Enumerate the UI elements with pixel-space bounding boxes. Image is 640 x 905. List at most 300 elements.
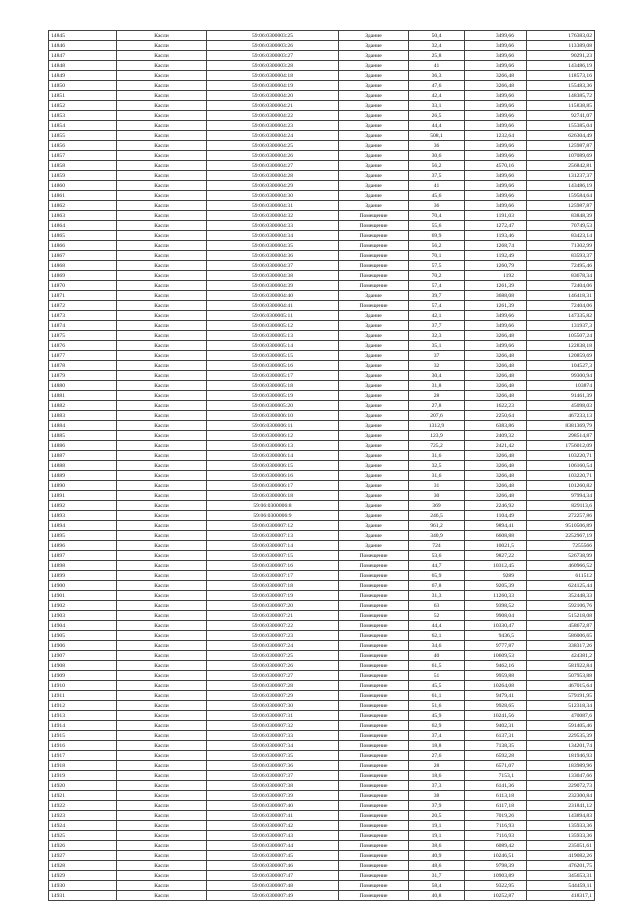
- city-cell: Касли: [117, 161, 207, 171]
- property-table: [48, 30, 595, 901]
- unit-value-cell: 6089,42: [465, 841, 527, 851]
- cadastral-number-cell: 59:06:0300004:20: [207, 91, 339, 101]
- unit-value-cell: 10312,45: [465, 561, 527, 571]
- table-row: [49, 841, 595, 851]
- area-cell: 18,6: [409, 771, 465, 781]
- cadastral-value-cell: 345653,31: [527, 871, 595, 881]
- table-row: [49, 811, 595, 821]
- cadastral-value-cell: 72404,06: [527, 301, 595, 311]
- area-cell: 28: [409, 391, 465, 401]
- area-cell: 31,6: [409, 451, 465, 461]
- row-number-cell: 14888: [49, 461, 117, 471]
- table-row: [49, 61, 595, 71]
- unit-value-cell: 1191,03: [465, 211, 527, 221]
- cadastral-value-cell: 92741,07: [527, 111, 595, 121]
- unit-value-cell: 1268,74: [465, 241, 527, 251]
- row-number-cell: 14906: [49, 641, 117, 651]
- cadastral-number-cell: 59:06:0300004:31: [207, 201, 339, 211]
- row-number-cell: 14846: [49, 41, 117, 51]
- city-cell: Касли: [117, 151, 207, 161]
- city-cell: Касли: [117, 71, 207, 81]
- cadastral-value-cell: 352448,33: [527, 591, 595, 601]
- area-cell: 40,9: [409, 851, 465, 861]
- object-type-cell: Помещение: [339, 681, 409, 691]
- city-cell: Касли: [117, 591, 207, 601]
- city-cell: Касли: [117, 531, 207, 541]
- area-cell: 48,6: [409, 861, 465, 871]
- unit-value-cell: 3499,66: [465, 51, 527, 61]
- cadastral-number-cell: 59:06:0300005:14: [207, 341, 339, 351]
- unit-value-cell: 9322,95: [465, 881, 527, 891]
- object-type-cell: Здание: [339, 171, 409, 181]
- cadastral-number-cell: 59:06:0300007:22: [207, 621, 339, 631]
- table-row: [49, 851, 595, 861]
- object-type-cell: Помещение: [339, 751, 409, 761]
- table-row: [49, 371, 595, 381]
- row-number-cell: 14868: [49, 261, 117, 271]
- cadastral-number-cell: 59:06:0300007:23: [207, 631, 339, 641]
- table-row: [49, 681, 595, 691]
- unit-value-cell: 1261,39: [465, 301, 527, 311]
- area-cell: 50,4: [409, 31, 465, 41]
- city-cell: Касли: [117, 311, 207, 321]
- table-row: [49, 281, 595, 291]
- row-number-cell: 14912: [49, 701, 117, 711]
- row-number-cell: 14894: [49, 521, 117, 531]
- table-row: [49, 131, 595, 141]
- cadastral-value-cell: 135933,36: [527, 831, 595, 841]
- area-cell: 725,2: [409, 441, 465, 451]
- row-number-cell: 14904: [49, 621, 117, 631]
- cadastral-value-cell: 467233,13: [527, 411, 595, 421]
- unit-value-cell: 6137,31: [465, 731, 527, 741]
- area-cell: 246,5: [409, 511, 465, 521]
- table-row: [49, 631, 595, 641]
- cadastral-number-cell: 59:06:0300007:36: [207, 761, 339, 771]
- cadastral-value-cell: 829113,6: [527, 501, 595, 511]
- unit-value-cell: 7116,93: [465, 821, 527, 831]
- object-type-cell: Помещение: [339, 221, 409, 231]
- cadastral-value-cell: 118573,16: [527, 71, 595, 81]
- table-row: [49, 591, 595, 601]
- area-cell: 38: [409, 791, 465, 801]
- cadastral-number-cell: 59:06:0300004:34: [207, 231, 339, 241]
- row-number-cell: 14910: [49, 681, 117, 691]
- area-cell: 26,5: [409, 111, 465, 121]
- area-cell: 30,6: [409, 151, 465, 161]
- city-cell: Касли: [117, 651, 207, 661]
- cadastral-value-cell: 181946,93: [527, 751, 595, 761]
- cadastral-value-cell: 131937,3: [527, 321, 595, 331]
- row-number-cell: 14884: [49, 421, 117, 431]
- cadastral-value-cell: 8381369,79: [527, 421, 595, 431]
- object-type-cell: Помещение: [339, 551, 409, 561]
- cadastral-number-cell: 59:06:0300004:29: [207, 181, 339, 191]
- table-row: [49, 181, 595, 191]
- object-type-cell: Помещение: [339, 861, 409, 871]
- cadastral-number-cell: 59:06:0300007:31: [207, 711, 339, 721]
- city-cell: Касли: [117, 171, 207, 181]
- object-type-cell: Здание: [339, 321, 409, 331]
- cadastral-number-cell: 59:06:0300004:37: [207, 261, 339, 271]
- cadastral-number-cell: 59:06:0300007:47: [207, 871, 339, 881]
- object-type-cell: Здание: [339, 41, 409, 51]
- area-cell: 724: [409, 541, 465, 551]
- table-row: [49, 541, 595, 551]
- table-row: [49, 661, 595, 671]
- cadastral-value-cell: 146418,31: [527, 291, 595, 301]
- unit-value-cell: 3499,66: [465, 41, 527, 51]
- table-row: [49, 81, 595, 91]
- area-cell: 55,6: [409, 221, 465, 231]
- cadastral-number-cell: 59:06:0300004:18: [207, 71, 339, 81]
- area-cell: 44,4: [409, 121, 465, 131]
- city-cell: Касли: [117, 331, 207, 341]
- cadastral-value-cell: 418317,1: [527, 891, 595, 901]
- cadastral-value-cell: 232300,84: [527, 791, 595, 801]
- area-cell: 31,8: [409, 381, 465, 391]
- object-type-cell: Здание: [339, 131, 409, 141]
- city-cell: Касли: [117, 681, 207, 691]
- cadastral-number-cell: 59:06:0300007:35: [207, 751, 339, 761]
- area-cell: 57,4: [409, 281, 465, 291]
- cadastral-value-cell: 586006,65: [527, 631, 595, 641]
- city-cell: Касли: [117, 541, 207, 551]
- city-cell: Касли: [117, 281, 207, 291]
- row-number-cell: 14875: [49, 331, 117, 341]
- row-number-cell: 14858: [49, 161, 117, 171]
- table-row: [49, 321, 595, 331]
- row-number-cell: 14921: [49, 791, 117, 801]
- table-row: [49, 551, 595, 561]
- object-type-cell: Помещение: [339, 571, 409, 581]
- unit-value-cell: 3266,48: [465, 471, 527, 481]
- cadastral-number-cell: 59:06:0300004:35: [207, 241, 339, 251]
- table-row: [49, 501, 595, 511]
- cadastral-value-cell: 115838,85: [527, 101, 595, 111]
- area-cell: 57,4: [409, 301, 465, 311]
- cadastral-number-cell: 59:06:0300007:34: [207, 741, 339, 751]
- cadastral-value-cell: 101260,82: [527, 481, 595, 491]
- cadastral-value-cell: 45098,03: [527, 401, 595, 411]
- cadastral-number-cell: 59:06:0300005:11: [207, 311, 339, 321]
- object-type-cell: Помещение: [339, 261, 409, 271]
- area-cell: 19,1: [409, 831, 465, 841]
- unit-value-cell: 3266,48: [465, 391, 527, 401]
- object-type-cell: Помещение: [339, 631, 409, 641]
- object-type-cell: Помещение: [339, 611, 409, 621]
- row-number-cell: 14847: [49, 51, 117, 61]
- cadastral-value-cell: 544459,11: [527, 881, 595, 891]
- cadastral-number-cell: 59:06:0300007:43: [207, 831, 339, 841]
- object-type-cell: Помещение: [339, 601, 409, 611]
- city-cell: Касли: [117, 741, 207, 751]
- row-number-cell: 14900: [49, 581, 117, 591]
- city-cell: Касли: [117, 581, 207, 591]
- object-type-cell: Здание: [339, 121, 409, 131]
- row-number-cell: 14911: [49, 691, 117, 701]
- unit-value-cell: 3266,48: [465, 481, 527, 491]
- area-cell: 207,6: [409, 411, 465, 421]
- unit-value-cell: 9462,16: [465, 661, 527, 671]
- row-number-cell: 14907: [49, 651, 117, 661]
- object-type-cell: Здание: [339, 181, 409, 191]
- city-cell: Касли: [117, 661, 207, 671]
- cadastral-value-cell: 9510506,89: [527, 521, 595, 531]
- unit-value-cell: 3266,48: [465, 381, 527, 391]
- unit-value-cell: 3266,48: [465, 351, 527, 361]
- city-cell: Касли: [117, 611, 207, 621]
- city-cell: Касли: [117, 521, 207, 531]
- object-type-cell: Здание: [339, 401, 409, 411]
- object-type-cell: Здание: [339, 361, 409, 371]
- area-cell: 369: [409, 501, 465, 511]
- table-row: [49, 221, 595, 231]
- cadastral-value-cell: 83593,37: [527, 251, 595, 261]
- cadastral-number-cell: 59:06:0300007:40: [207, 801, 339, 811]
- unit-value-cell: 9777,87: [465, 641, 527, 651]
- city-cell: Касли: [117, 361, 207, 371]
- object-type-cell: Помещение: [339, 761, 409, 771]
- area-cell: 123,9: [409, 431, 465, 441]
- cadastral-number-cell: 59:06:0300007:41: [207, 811, 339, 821]
- unit-value-cell: 1272,47: [465, 221, 527, 231]
- object-type-cell: Помещение: [339, 661, 409, 671]
- row-number-cell: 14863: [49, 211, 117, 221]
- city-cell: Касли: [117, 261, 207, 271]
- area-cell: 37,4: [409, 731, 465, 741]
- unit-value-cell: 7138,35: [465, 741, 527, 751]
- cadastral-number-cell: 59:06:0300007:20: [207, 601, 339, 611]
- object-type-cell: Здание: [339, 421, 409, 431]
- cadastral-number-cell: 59:06:0300005:16: [207, 361, 339, 371]
- row-number-cell: 14889: [49, 471, 117, 481]
- cadastral-value-cell: 256842,81: [527, 161, 595, 171]
- cadastral-number-cell: 59:06:0300004:33: [207, 221, 339, 231]
- table-row: [49, 441, 595, 451]
- object-type-cell: Здание: [339, 31, 409, 41]
- cadastral-value-cell: 424381,2: [527, 651, 595, 661]
- unit-value-cell: 9402,31: [465, 721, 527, 731]
- cadastral-value-cell: 458672,87: [527, 621, 595, 631]
- row-number-cell: 14860: [49, 181, 117, 191]
- cadastral-number-cell: 59:06:0300004:23: [207, 121, 339, 131]
- area-cell: 45,6: [409, 191, 465, 201]
- row-number-cell: 14896: [49, 541, 117, 551]
- cadastral-value-cell: 419082,26: [527, 851, 595, 861]
- area-cell: 65,9: [409, 571, 465, 581]
- unit-value-cell: 9479,41: [465, 691, 527, 701]
- area-cell: 37: [409, 351, 465, 361]
- cadastral-value-cell: 70749,53: [527, 221, 595, 231]
- row-number-cell: 14881: [49, 391, 117, 401]
- unit-value-cell: 3688,08: [465, 291, 527, 301]
- city-cell: Касли: [117, 181, 207, 191]
- row-number-cell: 14864: [49, 221, 117, 231]
- cadastral-value-cell: 104527,3: [527, 361, 595, 371]
- table-row: [49, 201, 595, 211]
- table-row: [49, 291, 595, 301]
- city-cell: Касли: [117, 441, 207, 451]
- cadastral-number-cell: 59:06:0300006:16: [207, 471, 339, 481]
- table-row: [49, 741, 595, 751]
- cadastral-value-cell: 7255566: [527, 541, 595, 551]
- city-cell: Касли: [117, 801, 207, 811]
- city-cell: Касли: [117, 191, 207, 201]
- row-number-cell: 14874: [49, 321, 117, 331]
- unit-value-cell: 1192: [465, 271, 527, 281]
- cadastral-number-cell: 59:06:0300006:17: [207, 481, 339, 491]
- object-type-cell: Здание: [339, 521, 409, 531]
- row-number-cell: 14908: [49, 661, 117, 671]
- unit-value-cell: 10330,47: [465, 621, 527, 631]
- table-row: [49, 581, 595, 591]
- cadastral-number-cell: 59:06:0300005:20: [207, 401, 339, 411]
- object-type-cell: Помещение: [339, 211, 409, 221]
- cadastral-value-cell: 125987,87: [527, 141, 595, 151]
- area-cell: 61,5: [409, 661, 465, 671]
- cadastral-number-cell: 59:06:0300007:16: [207, 561, 339, 571]
- object-type-cell: Помещение: [339, 831, 409, 841]
- unit-value-cell: 9959,88: [465, 671, 527, 681]
- row-number-cell: 14849: [49, 71, 117, 81]
- unit-value-cell: 1192,49: [465, 251, 527, 261]
- table-row: [49, 391, 595, 401]
- row-number-cell: 14882: [49, 401, 117, 411]
- object-type-cell: Помещение: [339, 231, 409, 241]
- row-number-cell: 14850: [49, 81, 117, 91]
- object-type-cell: Помещение: [339, 851, 409, 861]
- object-type-cell: Помещение: [339, 801, 409, 811]
- object-type-cell: Помещение: [339, 721, 409, 731]
- cadastral-number-cell: 59:06:0300003:25: [207, 31, 339, 41]
- object-type-cell: Помещение: [339, 581, 409, 591]
- table-row: [49, 141, 595, 151]
- cadastral-number-cell: 59:06:0300005:17: [207, 371, 339, 381]
- cadastral-value-cell: 2252967,19: [527, 531, 595, 541]
- unit-value-cell: 3266,48: [465, 371, 527, 381]
- unit-value-cell: 1260,79: [465, 261, 527, 271]
- cadastral-number-cell: 59:06:0300007:42: [207, 821, 339, 831]
- object-type-cell: Здание: [339, 351, 409, 361]
- city-cell: Касли: [117, 61, 207, 71]
- object-type-cell: Здание: [339, 381, 409, 391]
- cadastral-value-cell: 147335,82: [527, 311, 595, 321]
- object-type-cell: Здание: [339, 291, 409, 301]
- row-number-cell: 14917: [49, 751, 117, 761]
- unit-value-cell: 1193,46: [465, 231, 527, 241]
- row-number-cell: 14880: [49, 381, 117, 391]
- table-row: [49, 801, 595, 811]
- object-type-cell: Здание: [339, 501, 409, 511]
- area-cell: 33,1: [409, 101, 465, 111]
- table-row: [49, 421, 595, 431]
- cadastral-number-cell: 59:06:0300005:13: [207, 331, 339, 341]
- cadastral-number-cell: 59:06:0300007:19: [207, 591, 339, 601]
- row-number-cell: 14931: [49, 891, 117, 901]
- unit-value-cell: 7019,26: [465, 811, 527, 821]
- row-number-cell: 14902: [49, 601, 117, 611]
- object-type-cell: Здание: [339, 481, 409, 491]
- cadastral-number-cell: 59:06:0300006:10: [207, 411, 339, 421]
- row-number-cell: 14890: [49, 481, 117, 491]
- row-number-cell: 14853: [49, 111, 117, 121]
- cadastral-number-cell: 59:06:0300005:18: [207, 381, 339, 391]
- cadastral-value-cell: 579191,95: [527, 691, 595, 701]
- unit-value-cell: 1261,39: [465, 281, 527, 291]
- cadastral-number-cell: 59:06:0300007:18: [207, 581, 339, 591]
- cadastral-number-cell: 59:06:0300007:13: [207, 531, 339, 541]
- cadastral-number-cell: 59:06:0300003:27: [207, 51, 339, 61]
- unit-value-cell: 3499,66: [465, 111, 527, 121]
- area-cell: 35,1: [409, 341, 465, 351]
- city-cell: Касли: [117, 851, 207, 861]
- unit-value-cell: 9436,5: [465, 631, 527, 641]
- table-row: [49, 871, 595, 881]
- row-number-cell: 14885: [49, 431, 117, 441]
- area-cell: 38,6: [409, 841, 465, 851]
- city-cell: Касли: [117, 601, 207, 611]
- cadastral-number-cell: 59:06:0300004:19: [207, 81, 339, 91]
- table-row: [49, 671, 595, 681]
- unit-value-cell: 3266,48: [465, 491, 527, 501]
- cadastral-number-cell: 59:06:0300007:39: [207, 791, 339, 801]
- cadastral-value-cell: 155483,36: [527, 81, 595, 91]
- cadastral-value-cell: 105507,24: [527, 331, 595, 341]
- unit-value-cell: 6571,07: [465, 761, 527, 771]
- city-cell: Касли: [117, 291, 207, 301]
- cadastral-number-cell: 59:06:0300003:28: [207, 61, 339, 71]
- object-type-cell: Помещение: [339, 881, 409, 891]
- row-number-cell: 14857: [49, 151, 117, 161]
- object-type-cell: Помещение: [339, 701, 409, 711]
- area-cell: 27,8: [409, 401, 465, 411]
- city-cell: Касли: [117, 131, 207, 141]
- cadastral-number-cell: 59:06:0300004:32: [207, 211, 339, 221]
- object-type-cell: Помещение: [339, 271, 409, 281]
- area-cell: 31,6: [409, 471, 465, 481]
- object-type-cell: Помещение: [339, 281, 409, 291]
- object-type-cell: Помещение: [339, 241, 409, 251]
- area-cell: 30,4: [409, 371, 465, 381]
- area-cell: 52: [409, 611, 465, 621]
- object-type-cell: Здание: [339, 461, 409, 471]
- table-row: [49, 351, 595, 361]
- cadastral-number-cell: 59:06:0300007:32: [207, 721, 339, 731]
- row-number-cell: 14897: [49, 551, 117, 561]
- unit-value-cell: 3499,66: [465, 151, 527, 161]
- object-type-cell: Здание: [339, 441, 409, 451]
- table-row: [49, 651, 595, 661]
- row-number-cell: 14873: [49, 311, 117, 321]
- row-number-cell: 14845: [49, 31, 117, 41]
- city-cell: Касли: [117, 271, 207, 281]
- cadastral-value-cell: 159584,64: [527, 191, 595, 201]
- area-cell: 30: [409, 491, 465, 501]
- table-row: [49, 231, 595, 241]
- unit-value-cell: 3499,66: [465, 311, 527, 321]
- cadastral-number-cell: 59:06:0300007:30: [207, 701, 339, 711]
- unit-value-cell: 3499,66: [465, 141, 527, 151]
- row-number-cell: 14895: [49, 531, 117, 541]
- table-row: [49, 431, 595, 441]
- city-cell: Касли: [117, 121, 207, 131]
- object-type-cell: Помещение: [339, 621, 409, 631]
- object-type-cell: Здание: [339, 391, 409, 401]
- row-number-cell: 14879: [49, 371, 117, 381]
- cadastral-value-cell: 134201,74: [527, 741, 595, 751]
- area-cell: 70,1: [409, 251, 465, 261]
